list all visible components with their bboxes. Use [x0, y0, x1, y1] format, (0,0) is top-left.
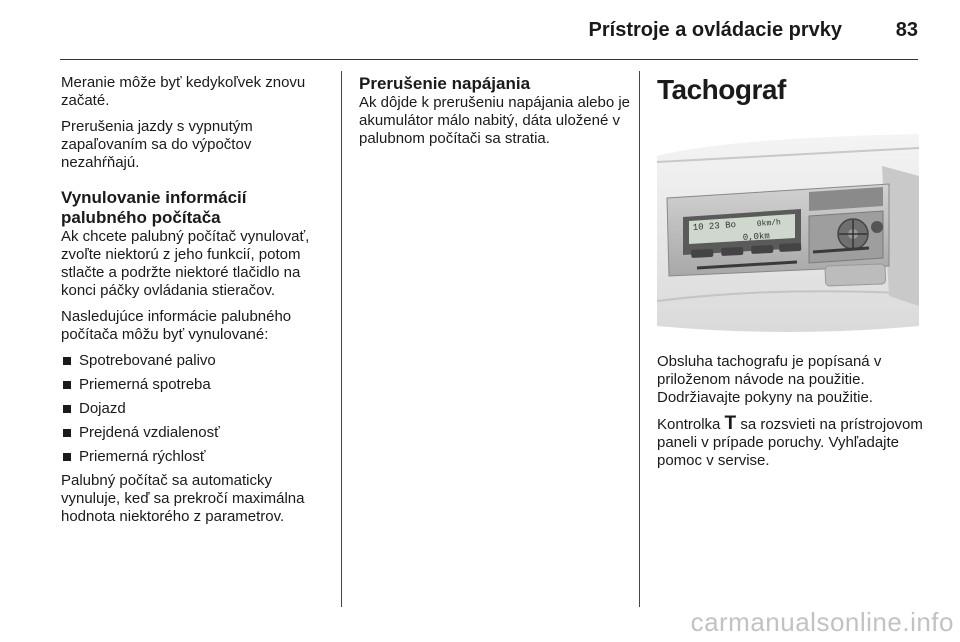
- paragraph: Prerušenia jazdy s vypnutým zapaľovaním sa do výpočtov nezahŕňajú.: [61, 118, 253, 171]
- chapter-title: Tachograf: [657, 74, 786, 105]
- list-item-text: Prejdená vzdialenosť: [79, 424, 220, 441]
- paragraph: Palubný počítač sa automaticky vynuluje, keď sa prekročí maximálna hodnota niektorého z parametrov.: [61, 472, 305, 525]
- bullet-list: [61, 352, 333, 466]
- paragraph: Nasledujúce informácie palubného počítača môžu byť vynulované:: [61, 308, 292, 343]
- tachograph-button: [691, 249, 713, 258]
- column-2: [359, 74, 631, 156]
- list-item: [61, 376, 333, 394]
- display-line-1: 10 23 Bo: [692, 220, 737, 233]
- tachograph-button: [721, 247, 743, 256]
- list-item: [61, 448, 333, 466]
- page-number: 83: [895, 19, 918, 41]
- bullet-icon: [63, 357, 71, 365]
- tachograph-photo: [657, 126, 919, 334]
- watermark: carmanualsonline.info: [690, 607, 954, 637]
- bullet-icon: [63, 381, 71, 389]
- column-divider-2: [639, 71, 640, 607]
- column-1: [61, 74, 333, 534]
- tachograph-warning-icon: T: [724, 413, 737, 434]
- list-item-text: Dojazd: [79, 400, 126, 417]
- column-3: [657, 74, 927, 478]
- paragraph: [657, 415, 927, 470]
- paragraph: Meranie môže byť kedykoľvek znovu začaté.: [61, 74, 306, 109]
- bullet-icon: [63, 405, 71, 413]
- list-item-text: Priemerná spotreba: [79, 376, 211, 393]
- column-divider-1: [341, 71, 342, 607]
- paragraph: Ak chcete palubný počítač vynulovať, zvoľte niektorú z jeho funkcií, potom stlačte a podržte niektoré tlačidlo na konci páčky ovládania stieračov.: [61, 228, 310, 299]
- list-item: [61, 424, 333, 442]
- tachograph-button: [751, 245, 773, 254]
- bullet-icon: [63, 453, 71, 461]
- display-line-2: 0km/h: [756, 218, 782, 229]
- section-heading: Prerušenie napájania: [359, 74, 531, 93]
- list-item: [61, 352, 333, 370]
- paragraph: Obsluha tachografu je popísaná v priloženom návode na použitie. Dodržiavajte pokyny na použitie.: [657, 353, 882, 406]
- list-item-text: Priemerná rýchlosť: [79, 448, 206, 465]
- paragraph-text: Kontrolka: [657, 416, 725, 433]
- list-item-text: Spotrebované palivo: [79, 352, 216, 369]
- tachograph-button: [779, 243, 801, 252]
- header-divider: [60, 59, 918, 60]
- card-eject-icon: [871, 221, 883, 233]
- paragraph-text: sa rozsvieti na prístrojovom paneli v prípade poruchy. Vyhľadajte pomoc v servise.: [657, 416, 923, 469]
- bullet-icon: [63, 429, 71, 437]
- paragraph: Ak dôjde k prerušeniu napájania alebo je akumulátor málo nabitý, dáta uložené v palubnom počítači sa stratia.: [359, 94, 631, 147]
- page-header-title: Prístroje a ovládacie prvky: [588, 19, 842, 41]
- display-line-3: 0,0km: [742, 231, 771, 243]
- section-heading: Vynulovanie informácií palubného počítača: [61, 188, 247, 227]
- list-item: [61, 400, 333, 418]
